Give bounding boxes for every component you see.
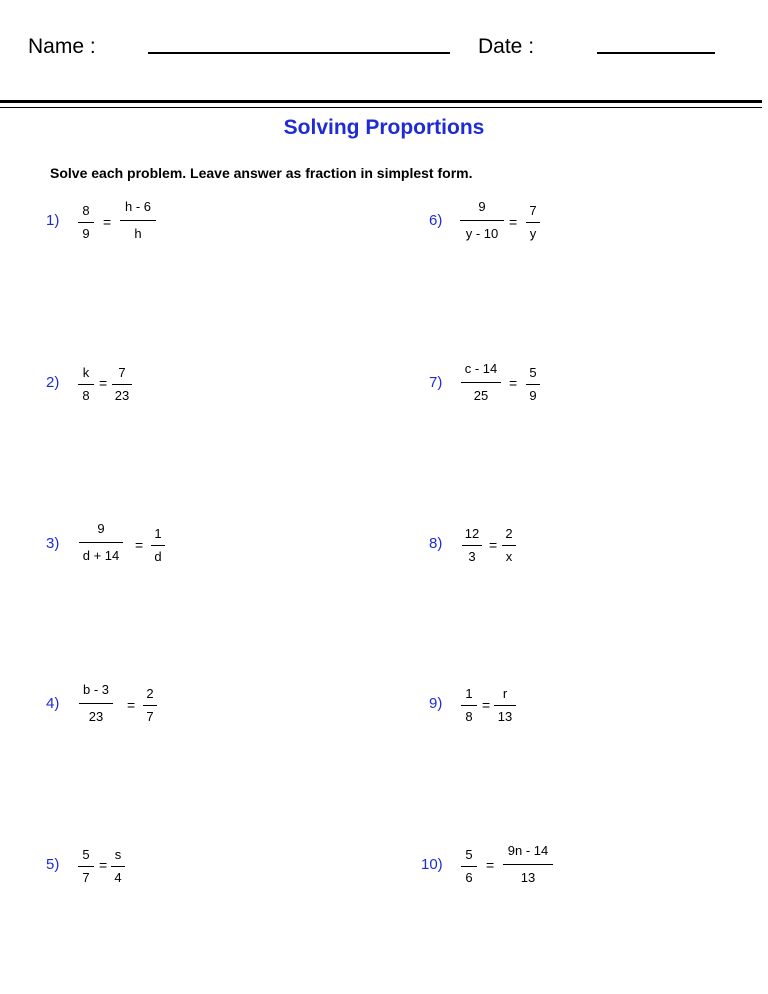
equals-sign: = bbox=[127, 697, 136, 713]
right-fraction: 5 9 bbox=[526, 365, 540, 403]
page-title: Solving Proportions bbox=[283, 116, 485, 139]
date-field[interactable] bbox=[597, 52, 715, 54]
right-fraction: 2 7 bbox=[143, 686, 157, 724]
right-fraction: 9n - 14 13 bbox=[503, 843, 553, 885]
equals-sign: = bbox=[482, 697, 491, 713]
problem-number: 2) bbox=[46, 374, 60, 391]
problem-number: 4) bbox=[46, 695, 60, 712]
left-fraction: 5 7 bbox=[78, 847, 94, 885]
instructions: Solve each problem. Leave answer as fraction in simplest form. bbox=[50, 165, 473, 181]
left-fraction: 12 3 bbox=[462, 526, 482, 564]
header-divider-thick bbox=[0, 100, 762, 103]
header-divider-thin bbox=[0, 107, 762, 108]
right-fraction: 7 y bbox=[526, 203, 540, 241]
left-fraction: 1 8 bbox=[461, 686, 477, 724]
equals-sign: = bbox=[489, 537, 498, 553]
right-fraction: 7 23 bbox=[112, 365, 132, 403]
name-label: Name : bbox=[28, 35, 96, 58]
date-label: Date : bbox=[478, 35, 535, 58]
equals-sign: = bbox=[103, 214, 112, 230]
left-fraction: 8 9 bbox=[78, 203, 94, 241]
problem-number: 6) bbox=[429, 212, 443, 229]
problem-number: 5) bbox=[46, 856, 60, 873]
right-fraction: r 13 bbox=[494, 686, 516, 724]
problem-number: 7) bbox=[429, 374, 443, 391]
left-fraction: b - 3 23 bbox=[79, 682, 113, 724]
equals-sign: = bbox=[99, 857, 108, 873]
problem-number: 3) bbox=[46, 535, 60, 552]
right-fraction: 2 x bbox=[502, 526, 516, 564]
name-field[interactable] bbox=[148, 52, 450, 54]
left-fraction: 9 y - 10 bbox=[460, 199, 504, 241]
equals-sign: = bbox=[509, 214, 518, 230]
problem-number: 10) bbox=[421, 856, 443, 873]
left-fraction: c - 14 25 bbox=[461, 361, 501, 403]
equals-sign: = bbox=[509, 375, 518, 391]
problem-number: 9) bbox=[429, 695, 443, 712]
problem-number: 8) bbox=[429, 535, 443, 552]
right-fraction: s 4 bbox=[111, 847, 125, 885]
left-fraction: k 8 bbox=[78, 365, 94, 403]
left-fraction: 5 6 bbox=[461, 847, 477, 885]
equals-sign: = bbox=[99, 375, 108, 391]
problem-number: 1) bbox=[46, 212, 60, 229]
left-fraction: 9 d + 14 bbox=[79, 521, 123, 563]
right-fraction: 1 d bbox=[151, 526, 165, 564]
equals-sign: = bbox=[135, 537, 144, 553]
equals-sign: = bbox=[486, 857, 495, 873]
right-fraction: h - 6 h bbox=[120, 199, 156, 241]
